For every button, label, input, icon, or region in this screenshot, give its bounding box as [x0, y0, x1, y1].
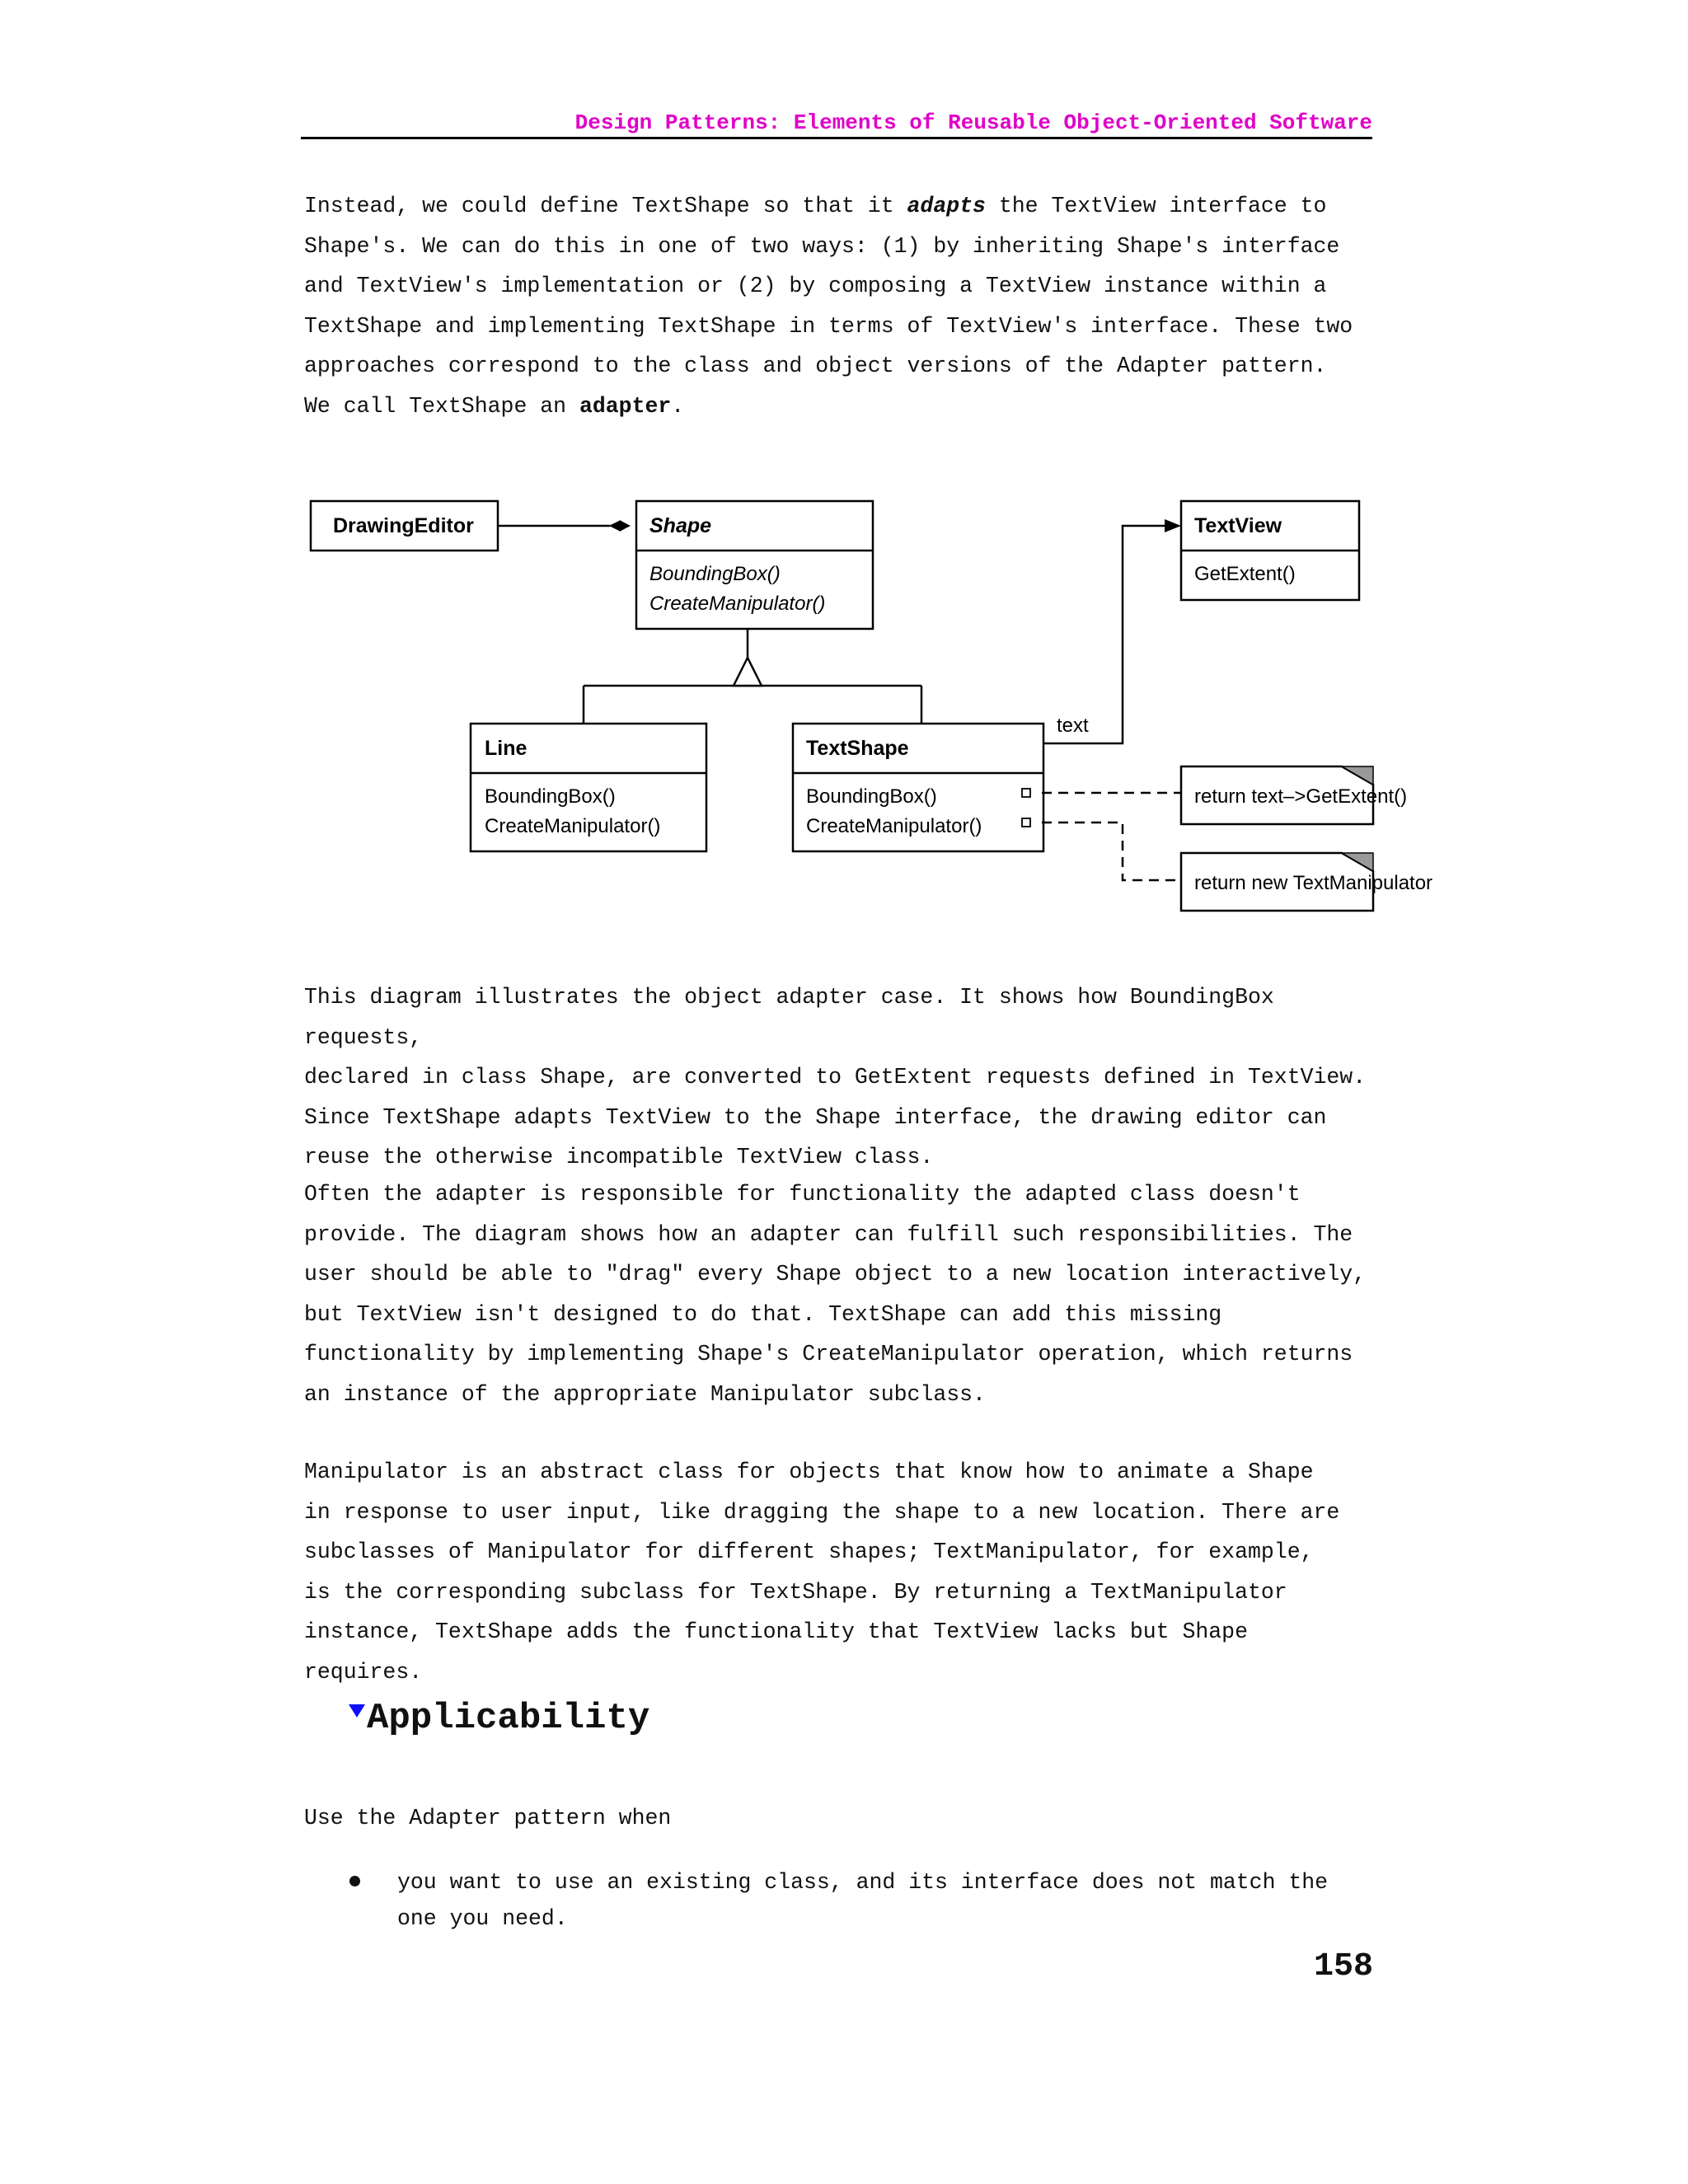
page-number: 158: [1313, 1948, 1373, 1985]
text-span: Instead, we could define TextShape so that it: [304, 194, 907, 218]
inheritance-triangle: [734, 658, 762, 686]
textview-name: TextView: [1194, 514, 1282, 537]
textshape-name: TextShape: [806, 737, 909, 760]
textshape-op-boundingbox: BoundingBox(): [806, 785, 937, 808]
paragraph-use-when: Use the Adapter pattern when: [304, 1806, 672, 1830]
paragraph-adapter-responsibilities: Often the adapter is responsible for functionality the adapted class doesn't provide. The diagram shows how an adapter can fulfill such responsibilities. The user should be able to "drag" every Shape object to a new location interactively, but TextView isn't designed to do that. TextShape can add this missing functionality by implementing Shape's CreateManipulator operation, which returns an instance of the appropriate Manipulator subclass.: [304, 1182, 1367, 1407]
line-op-createmanipulator: CreateManipulator(): [485, 815, 661, 837]
adapter-class-diagram: [297, 478, 1500, 940]
line-op-boundingbox: BoundingBox(): [485, 785, 616, 808]
drawing-editor-label: DrawingEditor: [333, 514, 474, 537]
paragraph-adapter-intro: [304, 186, 1376, 426]
emphasis-adapts: adapts: [907, 194, 986, 218]
line-name: Line: [485, 737, 528, 760]
term-adapter: adapter: [579, 393, 672, 419]
arrowhead: [620, 520, 630, 532]
applicability-list: [346, 1864, 1376, 1937]
bullet-icon: [349, 1876, 360, 1886]
textview-op-getextent: GetExtent(): [1194, 563, 1296, 585]
arrowhead: [1165, 519, 1181, 532]
section-heading-applicability: [349, 1698, 649, 1739]
association-label-text: text: [1057, 715, 1089, 737]
shape-name: Shape: [649, 514, 712, 537]
triangle-marker-icon: [349, 1704, 365, 1718]
list-item: [346, 1864, 1376, 1937]
note2-text: return new TextManipulator: [1194, 872, 1433, 894]
text-span: the TextView interface to Shape's. We can do this in one of two ways: (1) by inheriting Shape's interface and TextView's implementation or (2) by composing a TextView instance within a TextShape and implementing TextShape in terms of TextView's interface. These two approaches correspond to the class and object versions of the Adapter pattern. We call TextShape an: [304, 194, 1353, 419]
paragraph-manipulator: Manipulator is an abstract class for objects that know how to animate a Shape in response to user input, like dragging the shape to a new location. There are subclasses of Manipulator for different shapes; TextManipulator, for example, is the corresponding subclass for TextShape. By returning a TextManipulator instance, TextShape adds the functionality that TextView lacks but Shape requires.: [304, 1460, 1340, 1685]
textshape-op-createmanipulator: CreateManipulator(): [806, 815, 982, 837]
section-title: Applicability: [367, 1698, 650, 1739]
shape-op-createmanipulator: CreateManipulator(): [649, 593, 826, 615]
text-span: .: [671, 393, 685, 419]
list-item-text: you want to use an existing class, and its interface does not match the one you need.: [397, 1870, 1329, 1931]
association-adaptee: [1043, 526, 1166, 743]
shape-op-boundingbox: BoundingBox(): [649, 563, 781, 585]
running-header: [301, 104, 1372, 139]
paragraph-diagram-explanation: This diagram illustrates the object adapter case. It shows how BoundingBox requests, declared in class Shape, are converted to GetExtent requests defined in TextView. Since TextShape adapts TextView to the Shape interface, the drawing editor can reuse the otherwise incompatible TextView class.: [304, 985, 1367, 1169]
note1-text: return text–>GetExtent(): [1194, 785, 1408, 808]
book-title: Design Patterns: Elements of Reusable Object-Oriented Software: [574, 110, 1372, 135]
